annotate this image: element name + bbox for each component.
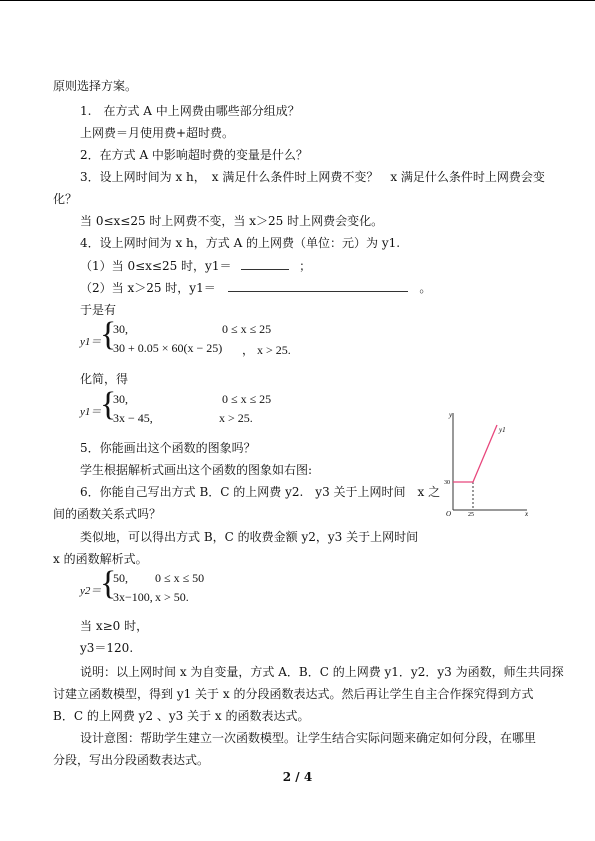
question-4-part2-text: （2）当 x＞25 时，y1＝ [80,281,216,295]
formula-row1-cond: 0 ≤ x ≤ 50 [155,571,205,585]
formula-row1-expr: 30, [113,322,128,336]
paragraph-line: y3＝120. [80,641,134,655]
question-6: 6．你能自己写出方式 B．C 的上网费 y2. y3 关于上网时间 x 之 [80,485,441,499]
x-axis-label: x [525,510,529,518]
formula-row2-expr: 3x−100, [113,590,153,604]
question-2: 2．在方式 A 中影响超时费的变量是什么？ [80,148,308,162]
answer-blank-1[interactable] [241,258,289,270]
formula-row2-expr: 3x − 45, [113,411,153,425]
paragraph-line: 化简，得 [80,372,129,386]
formula-row1-expr: 50, [113,571,128,585]
design-intent-line: 设计意图：帮助学生建立一次函数模型。让学生结合实际问题来确定如何分段，在哪里 [80,731,537,745]
paragraph-line: 原则选择方案。 [53,79,138,93]
formula-row1-cond: 0 ≤ x ≤ 25 [222,322,272,336]
formula-row2-cond: ， x > 25. [242,343,291,357]
function-graph [435,405,535,520]
design-intent-line: 分段，写出分段函数表达式。 [53,753,210,767]
formula-row2-cond: x > 50. [155,590,189,604]
formula-row1-expr: 30, [113,392,128,406]
paragraph-line: 类似地，可以得出方式 B，C 的收费金额 y2，y3 关于上网时间 [80,530,419,544]
answer-3: 当 0≤x≤25 时上网费不变，当 x＞25 时上网费会变化。 [80,214,384,228]
page-number: 2 / 4 [282,770,313,784]
question-6-cont: 间的函数关系式吗？ [53,507,162,521]
y1-line [453,425,497,482]
origin-label: O [446,510,452,518]
question-3: 3．设上网时间为 x h， x 满足什么条件时上网费不变？ x 满足什么条件时上网费会变 [80,170,545,184]
question-4: 4．设上网时间为 x h，方式 A 的上网费（单位：元）为 y1. [80,236,401,250]
y-tick-label: 30 [444,480,450,486]
question-4-part1-end: ； [299,259,312,273]
question-1: 1. 在方式 A 中上网费由哪些部分组成？ [80,104,300,118]
answer-1: 上网费＝月使用费+超时费。 [80,126,235,140]
brace: { [100,316,117,353]
question-5: 5．你能画出这个函数的图象吗？ [80,441,256,455]
header-rule [0,0,595,1]
paragraph-line: x 的函数解析式。 [53,552,148,566]
question-4-part2 [80,280,431,295]
formula-name: y1＝ [80,336,102,348]
curve-label: y1 [499,426,506,434]
brace: { [100,386,117,423]
explanation-line: B．C 的上网费 y2 、y3 关于 x 的函数表达式。 [53,709,310,723]
formula-row2-expr: 30 + 0.05 × 60(x − 25) [113,341,223,355]
question-4-part1 [80,258,311,273]
question-3-cont: 化？ [53,192,78,206]
brace: { [100,565,117,602]
formula-name: y1＝ [80,406,102,418]
explanation-line: 说明：以上网时间 x 为自变量，方式 A．B．C 的上网费 y1．y2．y3 为函数，师生共同探 [80,665,564,679]
formula-row2-cond: x > 25. [219,411,253,425]
question-4-part2-end: 。 [419,281,432,295]
formula-row1-cond: 0 ≤ x ≤ 25 [222,392,272,406]
x-tick-label: 25 [468,512,474,518]
paragraph-line: 当 x≥0 时， [80,619,149,633]
y-axis-label: y [449,411,453,419]
explanation-line: 讨建立函数模型，得到 y1 关于 x 的分段函数表达式。然后再让学生自主合作探究得到方式 [53,687,534,701]
paragraph-line: 学生根据解析式画出这个函数的图象如右图: [80,463,313,477]
formula-name: y2＝ [80,585,102,597]
answer-blank-2[interactable] [228,280,408,292]
question-4-part1-text: （1）当 0≤x≤25 时，y1＝ [80,259,232,273]
paragraph-line: 于是有 [80,303,117,317]
